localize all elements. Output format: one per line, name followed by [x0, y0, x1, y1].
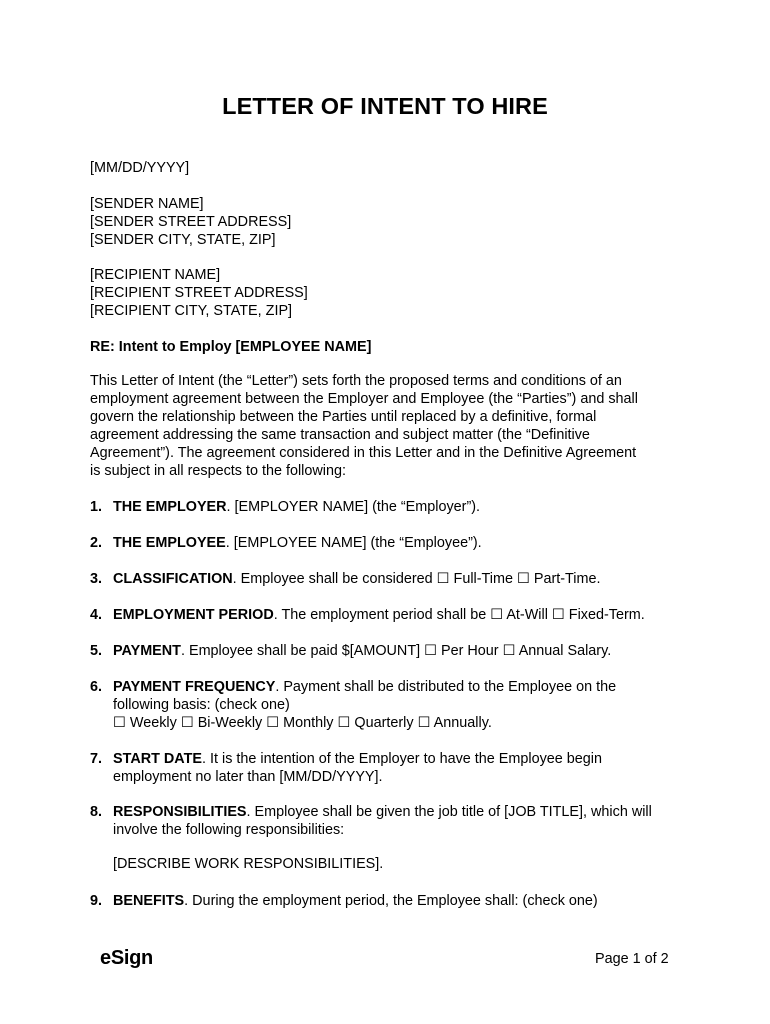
recipient-city: [RECIPIENT CITY, STATE, ZIP] [90, 303, 293, 319]
item-heading: PAYMENT [113, 643, 181, 659]
date-line [90, 159, 690, 177]
item-body [113, 678, 690, 732]
item-text: . Employee shall be considered ☐ Full-Time ☐ Part-Time. [232, 571, 601, 587]
item-body [113, 803, 690, 839]
item-body [113, 570, 690, 588]
item-heading: EMPLOYMENT PERIOD [113, 607, 274, 623]
list-item-employment-period [90, 606, 690, 624]
list-item-employer [90, 498, 690, 516]
item-heading: CLASSIFICATION [113, 571, 233, 587]
list-item-employee [90, 534, 690, 552]
item-text: ☐ Weekly ☐ Bi-Weekly ☐ Monthly ☐ Quarterly ☐ Annually. [113, 715, 492, 731]
intro-line: This Letter of Intent (the “Letter”) sets forth the proposed terms and conditions of an [90, 373, 622, 389]
item-text: . During the employment period, the Employee shall: (check one) [184, 893, 598, 909]
item-text: following basis: (check one) [113, 697, 290, 713]
item-number: 1. [90, 499, 103, 515]
list-item-classification [90, 570, 690, 588]
item-text: . Employee shall be paid $[AMOUNT] ☐ Per Hour ☐ Annual Salary. [180, 643, 612, 659]
intro-line: govern the relationship between the Parties until replaced by a definitive, formal [90, 409, 597, 425]
item-body [113, 534, 690, 552]
item-number: 2. [90, 535, 103, 551]
recipient-street: [RECIPIENT STREET ADDRESS] [90, 285, 308, 301]
list-item-start-date [90, 750, 690, 786]
item-body [113, 642, 690, 660]
re-line: RE: Intent to Employ [EMPLOYEE NAME] [90, 339, 372, 355]
item-text: . [EMPLOYER NAME] (the “Employer”). [226, 499, 481, 515]
item-number: 4. [90, 607, 103, 623]
intro-line: employment agreement between the Employer and Employee (the “Parties”) and shall [90, 391, 638, 407]
item-text: . The employment period shall be ☐ At-Will ☐ Fixed-Term. [273, 607, 645, 623]
item-heading: RESPONSIBILITIES [113, 804, 247, 820]
recipient-name: [RECIPIENT NAME] [90, 267, 221, 283]
sender-street: [SENDER STREET ADDRESS] [90, 214, 292, 230]
list-item-benefits [90, 892, 690, 910]
intro-line: is subject in all respects to the following: [90, 463, 346, 479]
item-number: 5. [90, 643, 103, 659]
esign-logo: eSign [100, 947, 153, 969]
sender-city: [SENDER CITY, STATE, ZIP] [90, 232, 276, 248]
item-number: 9. [90, 893, 103, 909]
item-heading: THE EMPLOYER [113, 499, 227, 515]
item-heading: THE EMPLOYEE [113, 535, 226, 551]
page-number: Page 1 of 2 [595, 951, 669, 967]
item-body [113, 498, 690, 516]
item-number: 8. [90, 804, 103, 820]
item-text: involve the following responsibilities: [113, 822, 345, 838]
item-sub-paragraph: [DESCRIBE WORK RESPONSIBILITIES]. [113, 856, 384, 872]
intro-paragraph [90, 372, 680, 480]
item-body [113, 606, 690, 624]
item-number: 3. [90, 571, 103, 587]
re-line-block [90, 338, 690, 356]
document-title: LETTER OF INTENT TO HIRE [222, 93, 548, 119]
item-text: employment no later than [MM/DD/YYYY]. [113, 769, 383, 785]
intro-line: agreement addressing the same transaction and subject matter (the “Definitive [90, 427, 590, 443]
item-number: 7. [90, 751, 103, 767]
item-heading: BENEFITS [113, 893, 185, 909]
item-body [113, 892, 690, 910]
item-number: 6. [90, 679, 103, 695]
item-text: . Payment shall be distributed to the Employee on the [275, 679, 617, 695]
date-text: [MM/DD/YYYY] [90, 160, 190, 176]
item-body [113, 750, 690, 786]
item-text: . It is the intention of the Employer to have the Employee begin [202, 751, 602, 767]
item-heading: START DATE [113, 751, 202, 767]
recipient-address-block [90, 266, 690, 320]
item-heading: PAYMENT FREQUENCY [113, 679, 276, 695]
item-text: . [EMPLOYEE NAME] (the “Employee”). [225, 535, 482, 551]
list-item-payment-frequency [90, 678, 690, 732]
sender-address-block [90, 195, 690, 249]
intro-line: Agreement”). The agreement considered in this Letter and in the Definitive Agreement [90, 445, 637, 461]
list-item-payment [90, 642, 690, 660]
sender-name: [SENDER NAME] [90, 196, 204, 212]
item-text: . Employee shall be given the job title of [JOB TITLE], which will [246, 804, 652, 820]
list-item-responsibilities [90, 803, 690, 873]
